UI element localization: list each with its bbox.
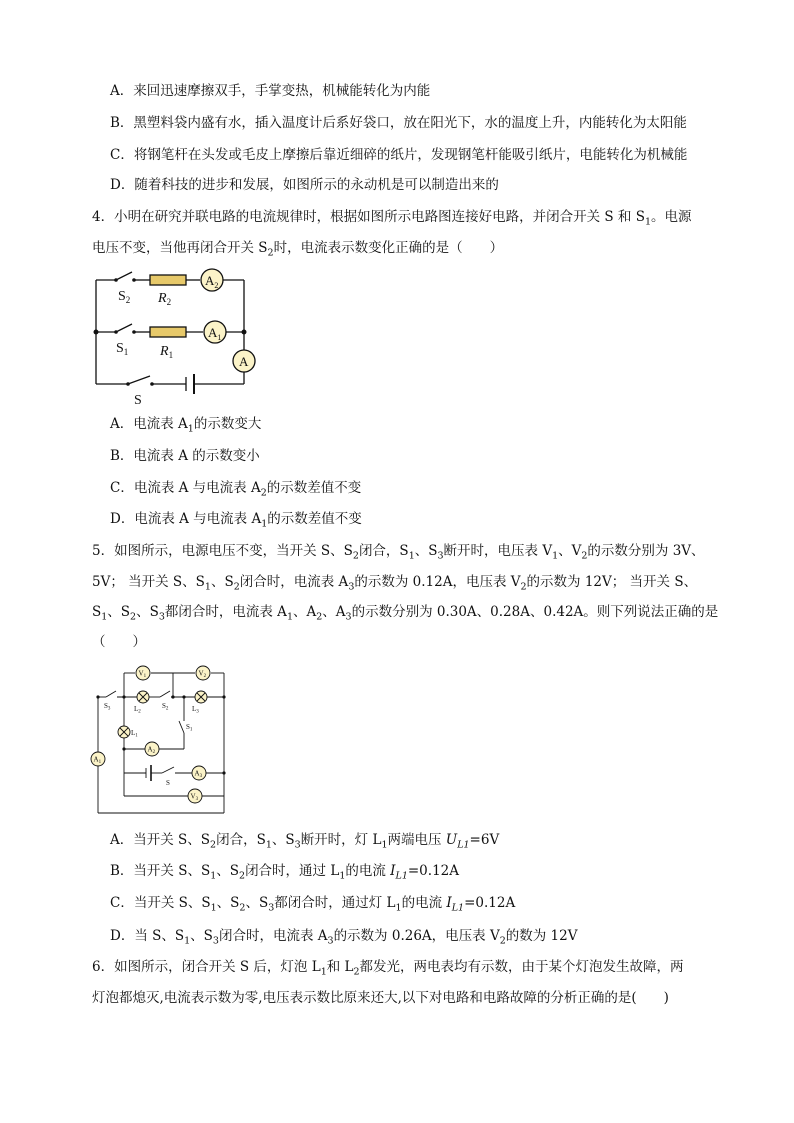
q4-stem-line1: 4．小明在研究并联电路的电流规律时，根据如图所示电路图连接好电路，并闭合开关 S 和 $S_1$。电源 [92,209,692,228]
q5-stem-line1: 5．如图所示，电源电压不变，当开关 S、$S_2$闭合，$S_1$、$S_3$断开时，电压表 $V_1$、$V_2$的示数分别为 3V、 [92,543,705,562]
q5-option-d: D．当 S、$S_1$、$S_3$闭合时，电流表 $A_3$的示数为 0.26A，电压表 $V_2$的数为 12V [110,928,578,947]
q5-stem-line3: $S_1$、$S_2$、$S_3$都闭合时，电流表 $A_1$、$A_2$、$A_3$的示数分别为 0.30A、0.28A、0.42A。则下列说法正确的是 [92,604,719,623]
q4-option-c: C．电流表 A 与电流表 $A_2$的示数差值不变 [110,480,362,499]
svg-text:V2: $V_2$ [198,669,207,679]
q6-stem-line1: 6．如图所示，闭合开关 S 后，灯泡 $L_1$和 $L_2$都发光，两电表均有示数，由于某个灯泡发生故障，两 [92,959,684,978]
svg-text:A3: $A_3$ [194,769,203,779]
q4-option-d: D．电流表 A 与电流表 $A_1$的示数差值不变 [110,511,362,530]
svg-text:S1: $S_1$ [186,723,193,733]
label-r1: $R_1$ [160,344,174,360]
q3-option-b: B．黑塑料袋内盛有水，插入温度计后系好袋口，放在阳光下，水的温度上升，内能转化为太阳能 [110,115,687,131]
svg-text:L1: $L_1$ [131,729,138,739]
q6-stem-line2: 灯泡都熄灭,电流表示数为零,电压表示数比原来还大,以下对电路和电路故障的分析正确的是( ) [92,990,669,1006]
q4-option-a: A．电流表 $A_1$的示数变大 [110,416,262,435]
q5-stem-line2: 5V； 当开关 S、$S_1$、$S_2$闭合时，电流表 $A_3$的示数为 0.12A，电压表 $V_2$的示数为 12V； 当开关 S、 [92,574,698,593]
label-a: A [239,354,249,369]
q4-circuit-diagram [88,262,268,408]
label-r2: $R_2$ [158,291,172,307]
q4-option-b: B．电流表 A 的示数变小 [110,448,260,464]
svg-text:V3: $V_3$ [190,792,199,802]
q3-option-c: C．将钢笔杆在头发或毛皮上摩擦后靠近细碎的纸片，发现钢笔杆能吸引纸片，电能转化为机械能 [110,147,688,163]
label-s: S [134,393,142,408]
q5-option-a: A．当开关 S、$S_2$闭合，$S_1$、$S_3$断开时，灯 $L_1$两端电压 $U_{L1}=6V$ [110,832,500,851]
q3-option-d: D．随着科技的进步和发展，如图所示的永动机是可以制造出来的 [110,177,499,193]
svg-text:S2: $S_2$ [162,702,169,712]
svg-text:L3: $L_3$ [192,705,199,715]
svg-text:L2: $L_2$ [134,705,141,715]
q5-circuit-diagram [88,663,230,815]
q5-stem-line4: （ ） [92,634,146,650]
q4-stem-line2: 电压不变，当他再闭合开关 $S_2$时，电流表示数变化正确的是（ ） [92,240,504,259]
q5-option-b: B．当开关 S、$S_1$、$S_2$闭合时，通过 $L_1$的电流 $I_{L1}=0.12A$ [110,863,459,882]
q5-option-c: C．当开关 S、$S_1$、$S_2$、$S_3$都闭合时，通过灯 $L_1$的电流 $I_{L1}=0.12A$ [110,895,516,914]
label-a1: $A_1$ [208,325,222,342]
label-s2: $S_2$ [118,289,131,305]
svg-text:A1: $A_1$ [93,755,102,765]
label-s1: $S_1$ [116,341,129,357]
svg-text:S3: $S_3$ [104,702,111,712]
svg-text:V1: $V_1$ [138,669,147,679]
q3-option-a: A．来回迅速摩擦双手，手掌变热，机械能转化为内能 [110,83,431,99]
label-a2: $A_2$ [205,273,219,290]
svg-text:A2: $A_2$ [147,745,156,755]
svg-text:S: S [166,779,170,787]
